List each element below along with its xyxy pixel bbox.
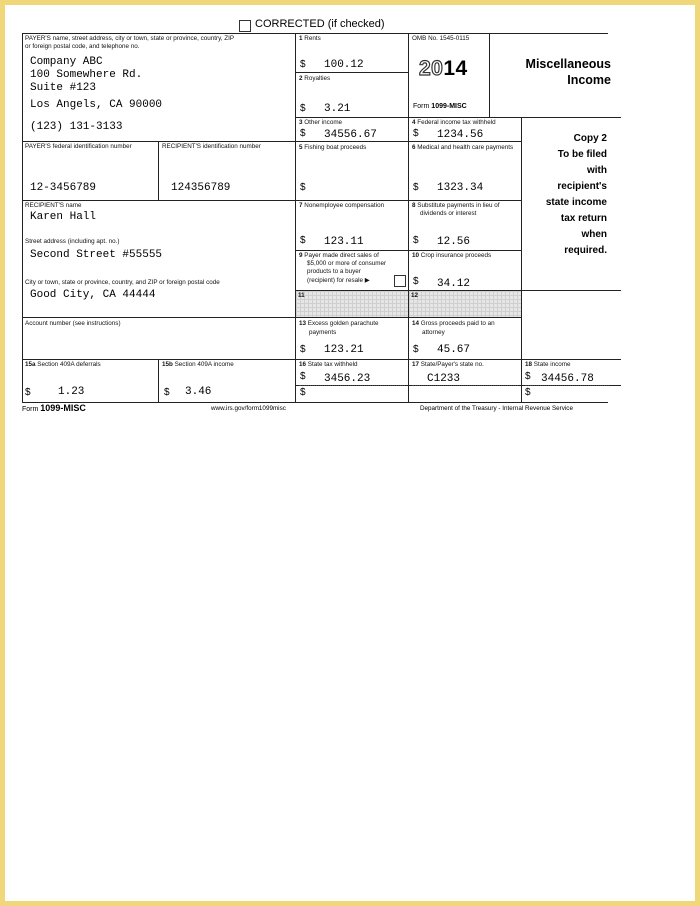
box1-dollar: $: [300, 59, 306, 70]
box10-label: 10 Crop insurance proceeds: [412, 252, 492, 259]
box16-dollar: $: [300, 371, 306, 382]
box18-label: 18 State income: [525, 361, 571, 368]
box17-label: 17 State/Payer's state no.: [412, 361, 484, 368]
recipient-city[interactable]: Good City, CA 44444: [30, 289, 156, 301]
box9-label: 9 Payer made direct sales of: [299, 252, 379, 259]
recipient-street-label: Street address (including apt. no.): [25, 238, 120, 245]
box8-dollar: $: [413, 235, 419, 246]
box3-label: 3 Other income: [299, 119, 343, 126]
payer-label: PAYER'S name, street address, city or town, state or province, country, ZIP: [25, 35, 235, 42]
form-title-line1: Miscellaneous: [525, 57, 611, 71]
omb-number: OMB No. 1545-0115: [412, 35, 470, 42]
box8-value[interactable]: 12.56: [437, 236, 471, 248]
box5-dollar: $: [300, 182, 306, 193]
box2-label: 2 Royalties: [299, 75, 331, 82]
box15a-label: 15a Section 409A deferrals: [25, 361, 101, 368]
corrected-label: CORRECTED (if checked): [255, 18, 385, 30]
box16-label: 16 State tax withheld: [299, 361, 358, 368]
payer-addr2[interactable]: Suite #123: [30, 82, 97, 94]
box4-label: 4 Federal income tax withheld: [412, 119, 496, 126]
box5-label: 5 Fishing boat proceeds: [299, 144, 367, 151]
payer-tin[interactable]: 12-3456789: [30, 182, 97, 194]
box14-dollar: $: [413, 344, 419, 355]
box11-shaded: [296, 291, 408, 317]
box15b-dollar: $: [164, 387, 170, 398]
box9-label-2: $5,000 or more of consumer: [307, 260, 387, 267]
box10-dollar: $: [413, 276, 419, 287]
footer-url: www.irs.gov/form1099misc: [211, 405, 286, 412]
box7-value[interactable]: 123.11: [324, 236, 364, 248]
payer-city[interactable]: Los Angels, CA 90000: [30, 99, 163, 111]
corrected-checkbox[interactable]: [239, 20, 251, 32]
box11-label: 11: [298, 292, 305, 299]
box12-label: 12: [411, 292, 419, 299]
box4-dollar: $: [413, 128, 419, 139]
box1-label: 1 Rents: [299, 35, 321, 42]
footer-form-id: Form 1099-MISC: [22, 403, 86, 413]
recipient-tin[interactable]: 124356789: [171, 182, 231, 194]
box6-dollar: $: [413, 182, 419, 193]
box15a-dollar: $: [25, 387, 31, 398]
box3-dollar: $: [300, 128, 306, 139]
box14-label-2: attorney: [422, 329, 445, 336]
copy-instructions: Copy 2 To be filed with recipient's state income tax return when required.: [545, 133, 607, 256]
box4-value[interactable]: 1234.56: [437, 129, 484, 141]
box6-value[interactable]: 1323.34: [437, 182, 484, 194]
payer-phone[interactable]: (123) 131-3133: [30, 121, 123, 133]
recipient-city-label: City or town, state or province, country, and ZIP or foreign postal code: [25, 279, 220, 286]
recipient-name-label: RECIPIENT'S name: [25, 202, 82, 209]
box15b-value[interactable]: 3.46: [185, 386, 212, 398]
recipient-street[interactable]: Second Street #55555: [30, 249, 163, 261]
footer-dept: Department of the Treasury - Internal Revenue Service: [420, 405, 573, 412]
box18-value[interactable]: 34456.78: [541, 373, 594, 385]
payer-addr1[interactable]: 100 Somewhere Rd.: [30, 69, 143, 81]
recipient-name[interactable]: Karen Hall: [30, 211, 97, 223]
form-page: [5, 5, 695, 901]
box18-dollar: $: [525, 371, 531, 382]
payer-label-2: or foreign postal code, and telephone no.: [25, 43, 140, 50]
box6-label: 6 Medical and health care payments: [412, 144, 514, 151]
form-title-line2: Income: [567, 73, 611, 87]
account-label: Account number (see instructions): [25, 320, 121, 327]
box2-dollar: $: [300, 103, 306, 114]
box8-label: 8 Substitute payments in lieu of: [412, 202, 500, 209]
box15a-value[interactable]: 1.23: [58, 386, 85, 398]
box9-label-4: (recipient) for resale ▶: [307, 277, 370, 284]
box3-value[interactable]: 34556.67: [324, 129, 377, 141]
box9-label-3: products to a buyer: [307, 268, 361, 275]
tax-year: 2014: [419, 57, 468, 80]
box10-value[interactable]: 34.12: [437, 278, 471, 290]
box13-dollar: $: [300, 344, 306, 355]
recipient-tin-label: RECIPIENT'S identification number: [162, 143, 261, 150]
payer-name[interactable]: Company ABC: [30, 56, 103, 68]
box9-checkbox[interactable]: [394, 275, 406, 287]
box16-dollar-2: $: [300, 387, 306, 398]
box12-shaded: [409, 291, 521, 317]
box16-value[interactable]: 3456.23: [324, 373, 371, 385]
box17-value[interactable]: C1233: [427, 373, 461, 385]
box15b-label: 15b Section 409A income: [162, 361, 234, 368]
box8-label-2: dividends or interest: [420, 210, 477, 217]
box7-dollar: $: [300, 235, 306, 246]
box13-label: 13 Excess golden parachute: [299, 320, 379, 327]
box13-value[interactable]: 123.21: [324, 344, 364, 356]
form-id-top: Form 1099-MISC: [413, 103, 467, 110]
box13-label-2: payments: [309, 329, 337, 336]
box14-label: 14 Gross proceeds paid to an: [412, 320, 495, 327]
box2-value[interactable]: 3.21: [324, 103, 351, 115]
box1-value[interactable]: 100.12: [324, 59, 364, 71]
box7-label: 7 Nonemployee compensation: [299, 202, 385, 209]
payer-tin-label: PAYER'S federal identification number: [25, 143, 132, 150]
box18-dollar-2: $: [525, 387, 531, 398]
box14-value[interactable]: 45.67: [437, 344, 471, 356]
